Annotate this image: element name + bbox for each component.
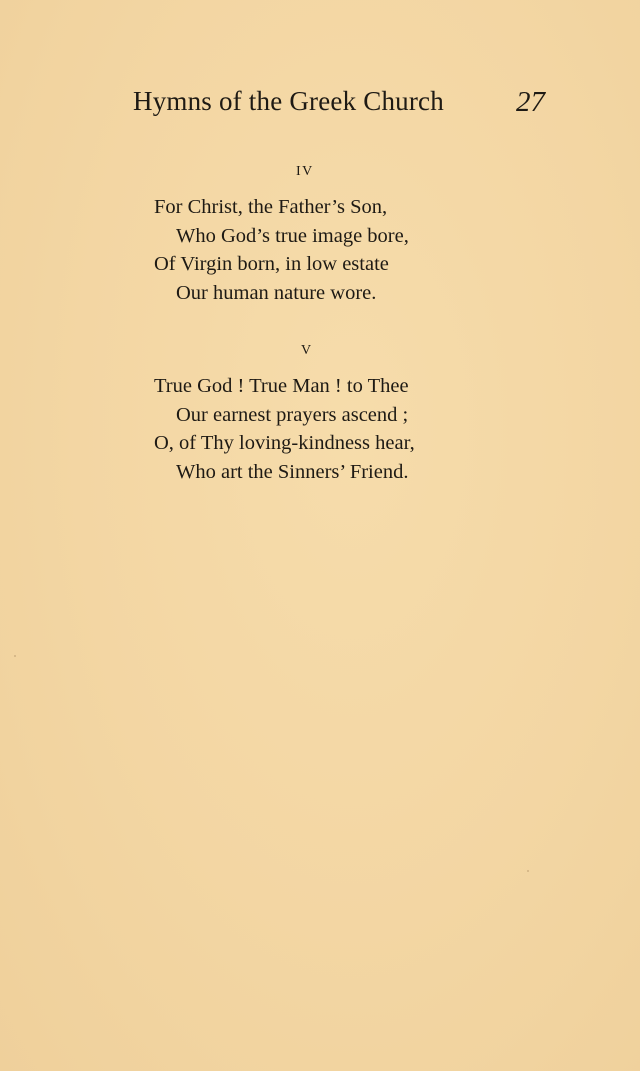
- stanza-numeral-iv: IV: [296, 164, 314, 179]
- verse-line: Of Virgin born, in low estate: [154, 253, 389, 275]
- verse-line: Our human nature wore.: [176, 281, 377, 304]
- stanza-iv: [154, 193, 409, 307]
- stanza-numeral-v: V: [301, 343, 313, 358]
- paper-speck: [14, 655, 16, 657]
- paper-speck: [527, 870, 529, 872]
- verse-line: Our earnest prayers ascend ;: [176, 403, 409, 426]
- verse-line: True God ! True Man ! to Thee: [154, 375, 409, 397]
- verse-line: Who art the Sinners’ Friend.: [176, 460, 409, 483]
- verse-line: For Christ, the Father’s Son,: [154, 196, 388, 218]
- verse-line: Who God’s true image bore,: [176, 224, 409, 247]
- verse-line: O, of Thy loving-kindness hear,: [154, 432, 415, 454]
- page-number: 27: [516, 86, 545, 118]
- running-head-title: Hymns of the Greek Church: [133, 86, 444, 116]
- stanza-v: [154, 372, 415, 486]
